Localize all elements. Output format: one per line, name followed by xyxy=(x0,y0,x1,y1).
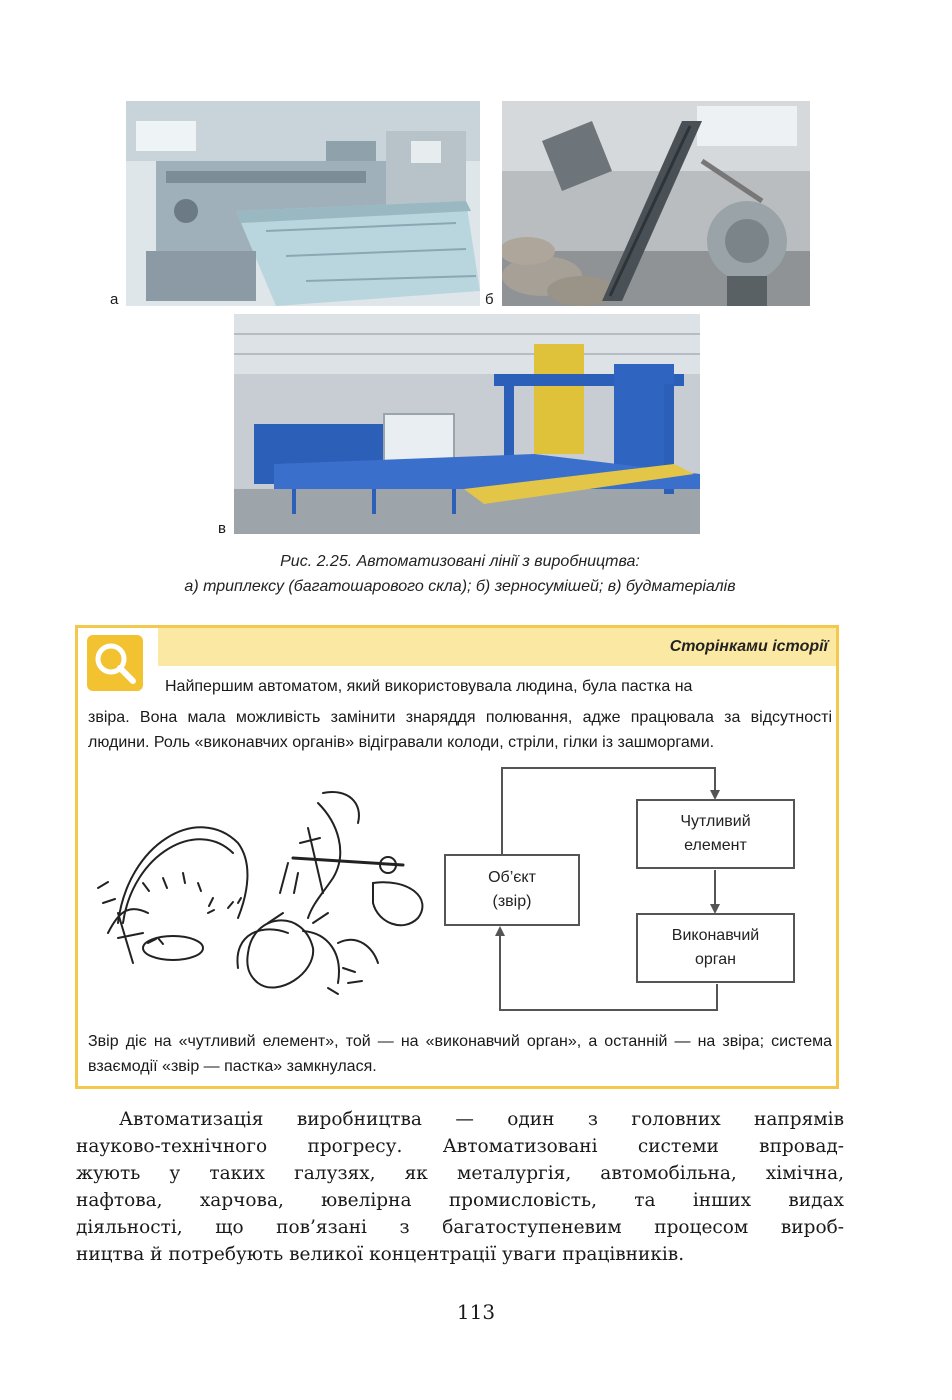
feedback-diagram xyxy=(433,758,823,1018)
photo-building-materials-line xyxy=(234,314,700,534)
figure-caption-line1: Рис. 2.25. Автоматизовані лінії з виробництва: xyxy=(280,553,640,570)
diagram-actuator-box xyxy=(636,913,795,983)
diagram-sensor-box xyxy=(636,799,795,869)
history-conclusion: Звір діє на «чутливий елемент», той — на «виконавчий орган», а останній — на звіра; система взаємодії «звір — пастка» замкнулася. xyxy=(88,1033,832,1075)
history-box xyxy=(75,625,839,1089)
figure-label-a: а xyxy=(110,291,119,308)
diagram-object-line1: Об’єкт xyxy=(488,869,536,886)
body-line-6: ництва й потребують великої концентрації уваги працівників. xyxy=(76,1244,685,1265)
body-line-2: науково-технічного прогресу. Автоматизовані системи впровад- xyxy=(76,1136,844,1157)
photo-triplex-line xyxy=(126,101,480,306)
magnifier-icon xyxy=(87,635,143,691)
diagram-object-line2: (звір) xyxy=(492,893,532,910)
figure-label-c: в xyxy=(218,520,226,537)
body-line-5: діяльності, що пов’язані з багатоступеневим процесом вироб- xyxy=(76,1217,844,1238)
diagram-actuator-line1: Виконавчий xyxy=(671,927,760,944)
body-line-1: Автоматизація виробництва — один з головних напрямів xyxy=(119,1109,844,1130)
diagram-sensor-line2: елемент xyxy=(684,837,747,854)
figure-caption-line2: а) триплексу (багатошарового скла); б) зерносумішей; в) будматеріалів xyxy=(184,578,736,595)
history-header: Сторінками історії xyxy=(158,628,836,666)
page-number: 113 xyxy=(456,1300,496,1324)
history-para-first-line: Найпершим автоматом, який використовувала людина, була пастка на xyxy=(165,678,693,695)
diagram-object-box xyxy=(444,854,580,926)
body-paragraph xyxy=(76,1106,844,1268)
diagram-actuator-line2: орган xyxy=(694,951,736,968)
body-line-4: нафтова, харчова, ювелірна промисловість, та інших видах xyxy=(76,1190,844,1211)
figure-label-b: б xyxy=(485,291,494,308)
history-para-rest: звіра. Вона мала можливість замінити знаряддя полювання, адже працювала за відсутності людини. Роль «виконавчих органів» відігравали колоди, стріли, гілки із зашморгами. xyxy=(88,709,832,751)
photo-grain-line xyxy=(502,101,810,306)
diagram-sensor-line1: Чутливий xyxy=(680,813,751,830)
body-line-3: жують у таких галузях, як металургія, автомобільна, хімічна, xyxy=(76,1163,844,1184)
trap-sketch xyxy=(88,783,428,1013)
